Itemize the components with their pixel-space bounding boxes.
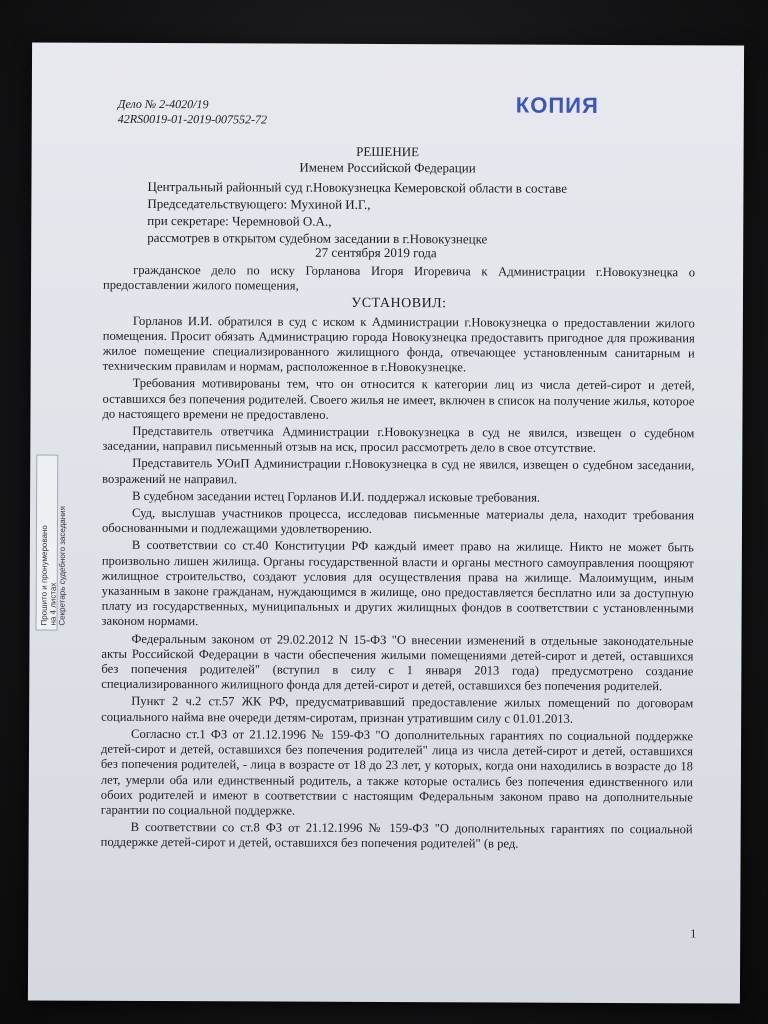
body-paragraph: Представитель УОиП Администрации г.Новокузнецка в суд не явился, извещен о судебном заседании, возражений не направил. (102, 456, 695, 486)
established-heading: УСТАНОВИЛ: (351, 296, 447, 312)
document-subtitle: Именем Российской Федерации (299, 159, 476, 176)
court-line: Центральный районный суд г.Новокузнецка Кемеровской области в составе (147, 178, 568, 196)
case-number-block (118, 97, 267, 128)
court-line: при секретаре: Черемновой О.А., (147, 212, 332, 229)
body-paragraph: Суд, выслушав участников процесса, исследовав письменные материалы дела, находит требования обоснованными и подлежащими удовлетворению. (101, 505, 695, 537)
case-number: Дело № 2-4020/19 (117, 96, 209, 112)
body-paragraph: Федеральным законом от 29.02.2012 N 15-ФЗ "О внесении изменений в отдельные законодательные акты Российской Федерации в части обеспечения жилыми помещениями детей-сирот и детей, оставшихся без попечения родителей" (вступил в силу с 1 января 2013 года) предусмотрено создание специализированного жилищного фонда для детей-сирот и детей, оставшихся без попечения родителей. (101, 631, 694, 694)
binding-label-text: Прошито и пронумеровано на 4 листах Секретарь судебного заседания (39, 505, 68, 626)
body-paragraph: В судебном заседании истец Горланов И.И. поддержал исковые требования. (132, 488, 541, 505)
body-paragraph: В соответствии со ст.8 ФЗ от 21.12.1996 № 159-ФЗ "О дополнительных гарантиях по социальной поддержке детей-сирот и детей, оставшихся без попечения родителей" (в ред. (100, 819, 693, 851)
page-number: 1 (690, 926, 697, 941)
court-line: Председательствующего: Мухиной И.Г., (147, 195, 371, 212)
document-page (28, 42, 744, 1003)
decision-date: 27 сентября 2019 года (315, 244, 437, 261)
copy-stamp: КОПИЯ (515, 92, 599, 118)
body-paragraph: Горланов И.И. обратился в суд с иском к Администрации г.Новокузнецка о предоставлении жилого помещения. Просит обязать Администрацию города Новокузнецка предоставить пригодное для проживания жилое помещение специализированного жилищного фонда, отвечающее установленным санитарным и техническим правилам и нормам, расположенное в г.Новокузнецке. (102, 313, 695, 375)
body-paragraph: Пункт 2 ч.2 ст.57 ЖК РФ, предусматривавший предоставление жилых помещений по договорам социального найма вне очереди детям-сиротам, признан утратившим силу с 01.01.2013. (101, 694, 694, 726)
body-paragraph: В соответствии со ст.40 Конституции РФ каждый имеет право на жилище. Никто не может быть произвольно лишен жилища. Органы государственной власти и органы местного самоуправления поощряют жилищное строительство, создают условия для осуществления права на жилище. Малоимущим, иным указанным в законе гражданам, нуждающимся в жилище, оно предоставляется бесплатно или за доступную плату из государственных, муниципальных и других жилищных фондов в соответствии с установленными законом нормами. (101, 538, 694, 629)
court-line: рассмотрев в открытом судебном заседании в г.Новокузнецке (147, 229, 488, 247)
body-paragraph: Представитель ответчика Администрации г.Новокузнецка в суд не явился, извещен о судебном заседании, направил письменный отзыв на иск, просил рассмотреть дело в свое отсутствие. (102, 423, 695, 456)
document-title: РЕШЕНИЕ (356, 143, 420, 160)
body-paragraph: Требования мотивированы тем, что он относится к категории лиц из числа детей-сирот и детей, оставшихся без попечения родителей. Своего жилья не имеет, включен в список на получение жилья, которое до настоящего времени не предоставлено. (102, 376, 695, 422)
body-paragraph: Согласно ст.1 ФЗ от 21.12.1996 № 159-ФЗ "О дополнительных гарантиях по социальной поддержке детей-сирот и детей, оставшихся без попечения родителей" лица из числа детей-сирот и детей, оставшихся без попечения родителей, - лица в возрасте от 18 до 23 лет, у которых, когда они находились в возрасте до 18 лет, умерли оба или единственный родитель, а также которые остались без попечения единственного или обоих родителей и имеют в соответствии с настоящим Федеральным законом право на дополнительные гарантии по социальной поддержке. (100, 726, 694, 818)
binding-label (36, 454, 68, 630)
court-composition (147, 178, 567, 248)
case-identifier: 42RS0019-01-2019-007552-72 (117, 111, 268, 127)
decision-body (101, 263, 696, 855)
intro-paragraph: гражданское дело по иску Горланова Игоря Игоревича к Администрации г.Новокузнецка о предоставлении жилого помещения, (103, 262, 696, 293)
